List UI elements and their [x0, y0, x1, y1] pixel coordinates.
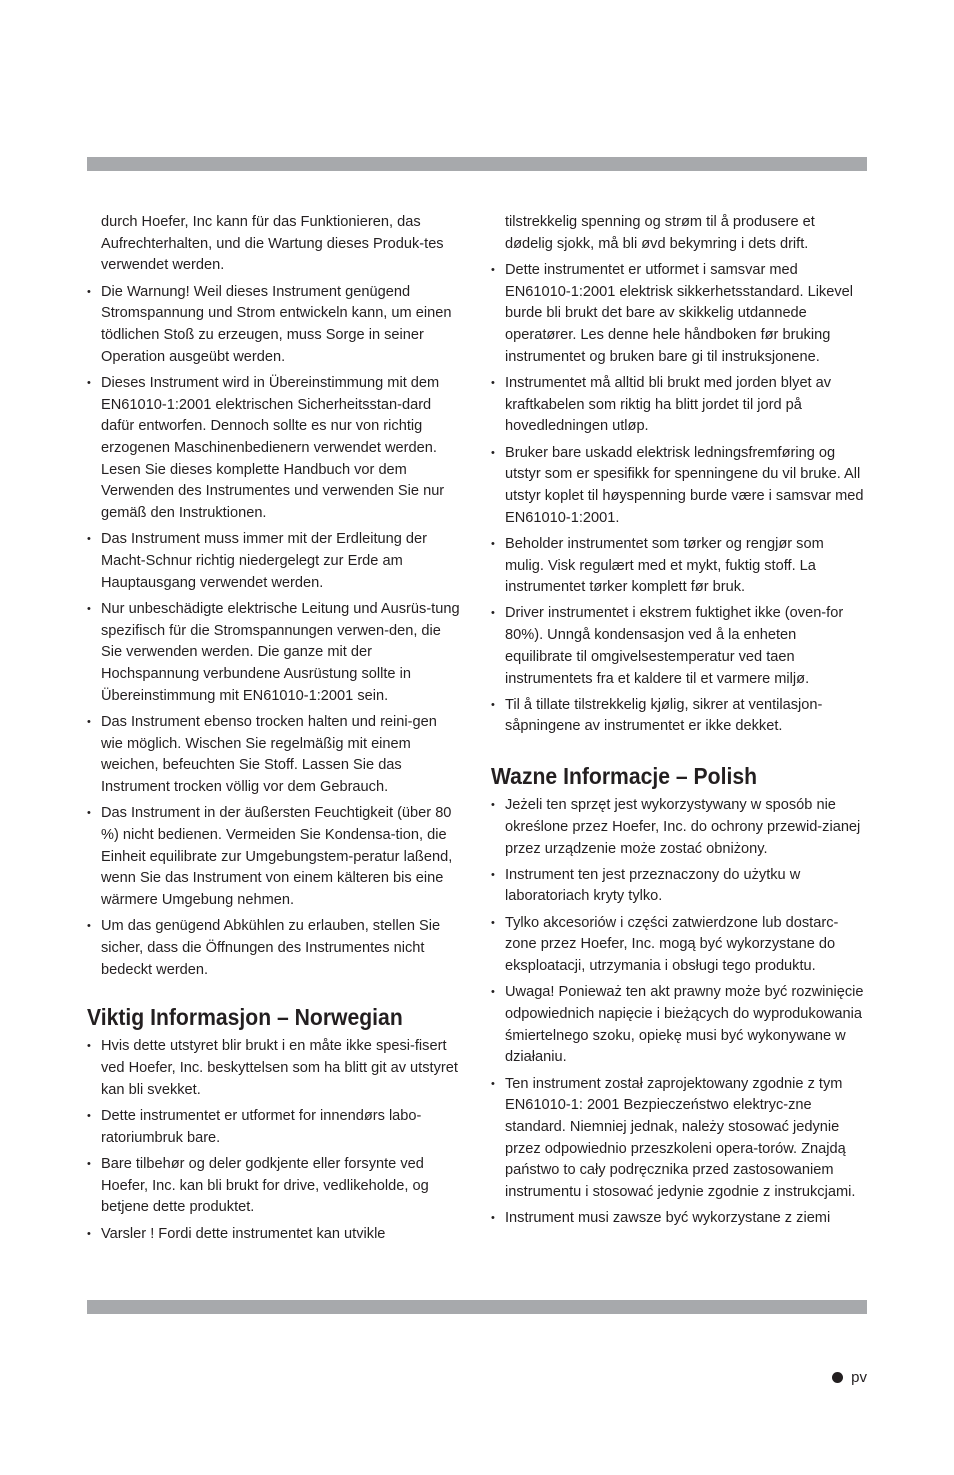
- list-item: • Hvis dette utstyret blir brukt i en måte ikke spesi-fisert ved Hoefer, Inc. beskyttelsen som ha blitt git av utstyret kan bli svekket.: [87, 1036, 461, 1101]
- list-item: • Ten instrument został zaprojektowany zgodnie z tym EN61010-1: 2001 Bezpieczeństwo elektryc-zne standard. Niemniej jednak, należy stosować jedynie przez odpowiednio przeszkoleni opera-torów. Znajdą państwo to cały podręcznika przed zastosowaniem instrumentu i stosować jedynie zgodnie z instrukcjami.: [491, 1074, 865, 1204]
- list-item: • Tylko akcesoriów i części zatwierdzone lub dostarc-zone przez Hoefer, Inc. mogą być wykorzystane do eksploatacji, utrzymania i obsługi tego produktu.: [491, 913, 865, 978]
- norwegian-bullet-list-continued: [491, 260, 865, 738]
- list-item: • Instrumentet må alltid bli brukt med jorden blyet av kraftkabelen som riktig ha blitt jordet til jord på hovedledningen utløp.: [491, 373, 865, 438]
- list-item: • Varsler ! Fordi dette instrumentet kan utvikle: [87, 1224, 461, 1246]
- list-item: • Jeżeli ten sprzęt jest wykorzystywany w sposób nie określone przez Hoefer, Inc. do ochrony przewid-zianej przez urządzenie może zostać obniżony.: [491, 795, 865, 860]
- header-bar: [87, 157, 867, 171]
- bullet-dot-icon: [832, 1372, 843, 1383]
- list-item: • Instrument musi zawsze być wykorzystane z ziemi: [491, 1208, 865, 1230]
- list-item: • Um das genügend Abkühlen zu erlauben, stellen Sie sicher, dass die Öffnungen des Instrumentes nicht bedeckt werden.: [87, 916, 461, 981]
- list-item: • Nur unbeschädigte elektrische Leitung und Ausrüs-tung spezifisch für die Stromspannungen verwen-den, die Sie verwenden werden. Die ganze mit der Hochspannung verbundene Ausrüstung sollte in Übereinstimmung mit EN61010-1:2001 sein.: [87, 599, 461, 708]
- list-item: • Bare tilbehør og deler godkjente eller forsynte ved Hoefer, Inc. kan bli brukt for drive, vedlikeholde, og betjene dette produktet.: [87, 1154, 461, 1219]
- list-item: • Driver instrumentet i ekstrem fuktighet ikke (oven-for 80%). Unngå kondensasjon ved å la enheten equilibrate til omgivelsestemperatur ved taen instrumentets fra et kaldere til et varmere miljø.: [491, 603, 865, 690]
- list-item: • Bruker bare uskadd elektrisk ledningsfremføring og utstyr som er spesifikk for spenningene du vil bruke. All utstyr koplet til høyspenning burde være i samsvar med EN61010-1:2001.: [491, 443, 865, 530]
- page-footer: [832, 1369, 867, 1386]
- polish-bullet-list: [491, 795, 865, 1230]
- section-heading-norwegian: Viktig Informasjon – Norwegian: [87, 1004, 403, 1031]
- intro-paragraph: durch Hoefer, Inc kann für das Funktionieren, das Aufrechterhalten, und die Wartung dieses Produk-tes verwendet werden.: [101, 214, 444, 274]
- list-item: • Uwaga! Ponieważ ten akt prawny może być rozwinięcie odpowiednich napięcie i bieżących do wyprodukowania śmiertelnego szoku, opiekę musi być wykonywane w działaniu.: [491, 982, 865, 1069]
- intro-paragraph: tilstrekkelig spenning og strøm til å produsere et dødelig sjokk, må bli øvd bekymring i dets drift.: [505, 214, 815, 252]
- list-item: • Dette instrumentet er utformet for innendørs labo-ratoriumbruk bare.: [87, 1106, 461, 1149]
- footer-bar: [87, 1300, 867, 1314]
- right-column: [491, 212, 865, 1235]
- list-item: • Das Instrument muss immer mit der Erdleitung der Macht-Schnur richtig niedergelegt zur Erde am Hauptausgang verwendet werden.: [87, 529, 461, 594]
- section-heading-polish: Wazne Informacje – Polish: [491, 763, 758, 790]
- german-bullet-list: [87, 282, 461, 982]
- list-item: • Til å tillate tilstrekkelig kjølig, sikrer at ventilasjon-såpningene av instrumentet er ikke dekket.: [491, 695, 865, 738]
- list-item: • Instrument ten jest przeznaczony do użytku w laboratoriach kryty tylko.: [491, 865, 865, 908]
- list-item: • Die Warnung! Weil dieses Instrument genügend Stromspannung und Strom entwickeln kann, um einen tödlichen Stoß zu erzeugen, muss Sorge in seiner Operation ausgeübt werden.: [87, 282, 461, 369]
- list-item: • Beholder instrumentet som tørker og rengjør som mulig. Visk regulært med et mykt, fuktig stoff. La instrumentet tørker komplett før bruk.: [491, 534, 865, 599]
- list-item: • Das Instrument in der äußersten Feuchtigkeit (über 80 %) nicht bedienen. Vermeiden Sie Kondensa-tion, die Einheit equilibrate zur Umgebungstem-peratur laßend, wenn Sie das Instrument von einem kälteren bis eine wärmere Umgebung nehmen.: [87, 803, 461, 912]
- list-item: • Dette instrumentet er utformet i samsvar med EN61010-1:2001 elektrisk sikkerhetsstandard. Likevel burde bli brukt det bare av skikkelig utdannede operatører. Les denne hele håndboken før bruking instrumentet og bruken bare gi til instruksjonene.: [491, 260, 865, 369]
- list-item: • Das Instrument ebenso trocken halten und reini-gen wie möglich. Wischen Sie regelmäßig mit einem weichen, befeuchten Sie Stoff. Lassen Sie das Instrument trocken völlig vor dem Gebrauch.: [87, 712, 461, 799]
- list-item: • Dieses Instrument wird in Übereinstimmung mit dem EN61010-1:2001 elektrischen Sicherheitsstan-dard dafür entworfen. Dennoch sollte es nur von richtig erzogenen Maschinenbedienern verwendet werden. Lesen Sie dieses komplette Handbuch vor dem Verwenden des Instrumentes und verwenden Sie nur gemäß den Instruktionen.: [87, 373, 461, 525]
- left-column: [87, 212, 461, 1250]
- norwegian-bullet-list: [87, 1036, 461, 1245]
- page-number: pv: [851, 1369, 867, 1386]
